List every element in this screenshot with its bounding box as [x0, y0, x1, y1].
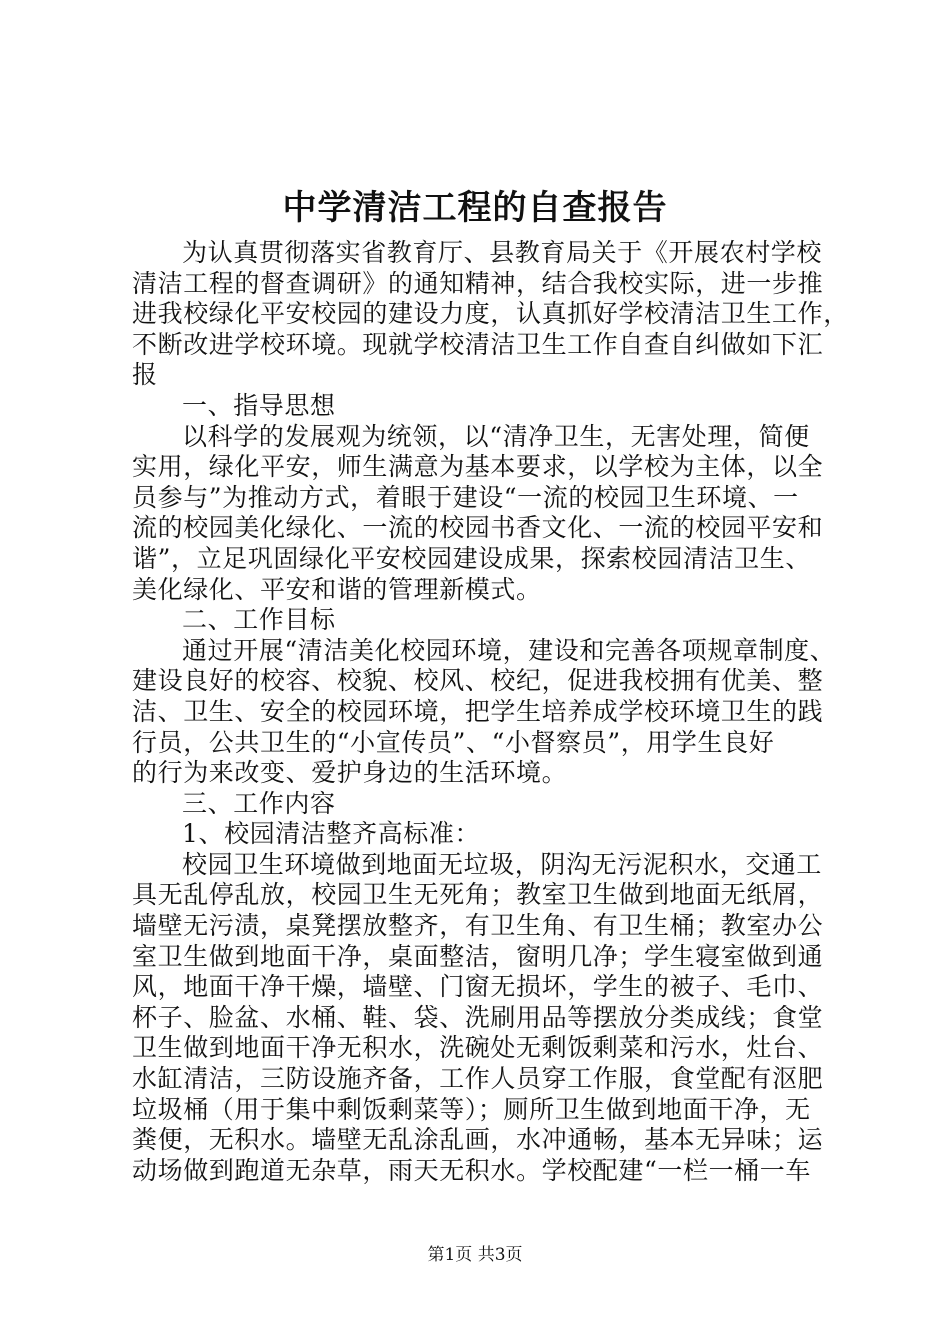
subsection-heading: 1、校园清洁整齐高标准：	[182, 819, 481, 849]
body-line: 墙壁无污渍，桌凳摆放整齐，有卫生角、有卫生桶；教室办公	[132, 911, 824, 941]
body-line: 清洁工程的督查调研》的通知精神，结合我校实际，进一步推	[132, 268, 824, 298]
body-line: 卫生做到地面干净无积水，洗碗处无剩饭剩菜和污水，灶台、	[132, 1033, 824, 1063]
page-number-footer: 第1页 共3页	[427, 1245, 523, 1265]
body-line: 实用，绿化平安，师生满意为基本要求，以学校为主体，以全	[132, 452, 824, 482]
body-line: 美化绿化、平安和谐的管理新模式。	[132, 574, 542, 604]
body-line: 粪便，无积水。墙壁无乱涂乱画，水冲通畅，基本无异味；运	[132, 1125, 824, 1155]
body-line: 动场做到跑道无杂草，雨天无积水。学校配建“一栏一桶一车	[132, 1155, 811, 1185]
body-line: 垃圾桶（用于集中剩饭剩菜等）；厕所卫生做到地面干净，无	[132, 1094, 811, 1124]
body-line: 流的校园美化绿化、一流的校园书香文化、一流的校园平安和	[132, 513, 824, 543]
body-line: 建设良好的校容、校貌、校风、校纪，促进我校拥有优美、整	[132, 666, 824, 696]
document-title: 中学清洁工程的自查报告	[282, 188, 668, 228]
body-line: 的行为来改变、爱护身边的生活环境。	[132, 758, 568, 788]
section-heading: 一、指导思想	[182, 390, 336, 420]
body-line: 具无乱停乱放，校园卫生无死角；教室卫生做到地面无纸屑，	[132, 880, 824, 910]
body-line: 以科学的发展观为统领，以“清净卫生，无害处理，简便	[182, 421, 810, 451]
body-line: 行员，公共卫生的“小宣传员”、“小督察员”，用学生良好	[132, 727, 775, 757]
body-line: 风，地面干净干燥，墙壁、门窗无损坏，学生的被子、毛巾、	[132, 972, 824, 1002]
section-heading: 三、工作内容	[182, 788, 336, 818]
body-line: 谐”，立足巩固绿化平安校园建设成果，探索校园清洁卫生、	[132, 543, 811, 573]
body-line: 员参与”为推动方式，着眼于建设“一流的校园卫生环境、一	[132, 482, 799, 512]
section-heading: 二、工作目标	[182, 605, 336, 635]
body-line: 报	[132, 360, 158, 390]
body-line: 通过开展“清洁美化校园环境，建设和完善各项规章制度、	[182, 635, 836, 665]
body-line: 室卫生做到地面干净，桌面整洁，窗明几净；学生寝室做到通	[132, 941, 824, 971]
body-line: 进我校绿化平安校园的建设力度，认真抓好学校清洁卫生工作，	[132, 299, 849, 329]
body-line: 洁、卫生、安全的校园环境，把学生培养成学校环境卫生的践	[132, 696, 824, 726]
body-line: 校园卫生环境做到地面无垃圾，阴沟无污泥积水，交通工	[182, 849, 823, 879]
body-line: 杯子、脸盆、水桶、鞋、袋、洗刷用品等摆放分类成线；食堂	[132, 1002, 824, 1032]
body-line: 不断改进学校环境。现就学校清洁卫生工作自查自纠做如下汇	[132, 329, 824, 359]
body-line: 水缸清洁，三防设施齐备，工作人员穿工作服，食堂配有沤肥	[132, 1064, 824, 1094]
document-body	[132, 238, 849, 1186]
body-line: 为认真贯彻落实省教育厅、县教育局关于《开展农村学校	[182, 238, 823, 267]
